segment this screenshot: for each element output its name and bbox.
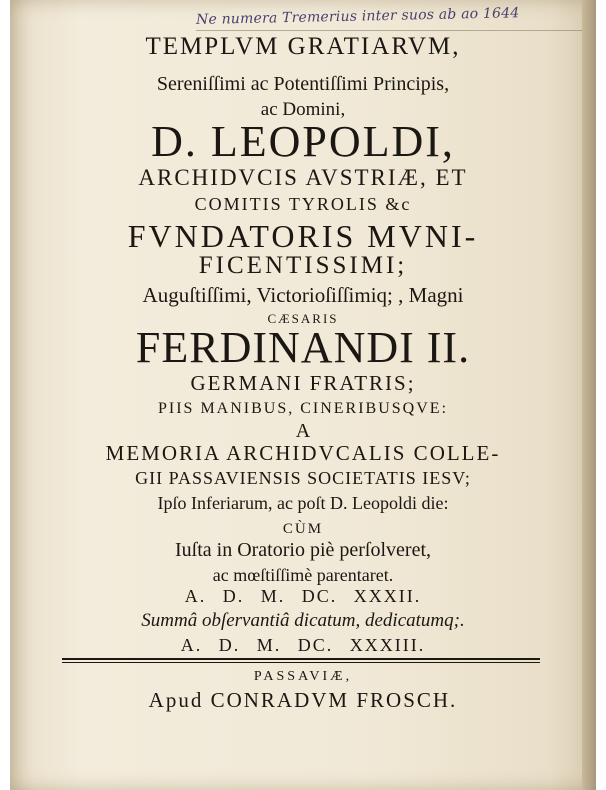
title-line: FERDINANDI II.	[135, 323, 471, 372]
rule-bottom	[62, 662, 540, 663]
title-line: ARCHIDVCIS AVSTRIÆ, ET	[138, 165, 468, 190]
title-line: FVNDATORIS MVNI-	[127, 218, 479, 254]
title-line: ac Domini,	[260, 99, 346, 120]
title-line: TEMPLVM GRATIARVM,	[145, 33, 461, 60]
title-line: COMITIS TYROLIS &c	[194, 194, 412, 214]
title-line: Ipſo Inferiarum, ac poſt D. Leopoldi die:	[157, 493, 449, 513]
title-line: MEMORIA ARCHIDVCALIS COLLE-	[105, 441, 501, 465]
title-line: GERMANI FRATRIS;	[190, 371, 416, 395]
title-line: CÆSARIS	[267, 311, 339, 326]
manuscript-note: Ne numera Tremerius inter suos ab ao 1644	[195, 5, 520, 28]
title-line: CÙM	[282, 521, 324, 537]
rule-top	[62, 658, 540, 660]
title-line: A. D. M. DC. XXXII.	[184, 586, 422, 606]
imprint-place: PASSAVIÆ,	[253, 669, 353, 684]
title-line: Auguſtiſſimi, Victorioſiſſimiq; , Magni	[142, 283, 464, 307]
imprint-printer: Apud CONRADVM FROSCH.	[148, 688, 458, 712]
title-line: D. LEOPOLDI,	[151, 117, 455, 166]
title-line: FICENTISSIMI;	[198, 252, 408, 279]
title-line: GII PASSAVIENSIS SOCIETATIS IESV;	[135, 468, 471, 488]
title-line: Summâ obſervantiâ dicatum, dedicatumq;.	[141, 610, 465, 631]
title-line: PIIS MANIBUS, CINERIBUSQVE:	[157, 400, 449, 417]
note-underline	[196, 30, 582, 31]
title-line: A. D. M. DC. XXXIII.	[180, 635, 426, 655]
title-line: ac mœſtiſſimè parentaret.	[212, 565, 394, 585]
title-line: Sereniſſimi ac Potentiſſimi Principis,	[156, 73, 450, 95]
title-line: Iuſta in Oratorio piè perſolveret,	[174, 539, 431, 561]
title-line: A	[295, 420, 311, 442]
